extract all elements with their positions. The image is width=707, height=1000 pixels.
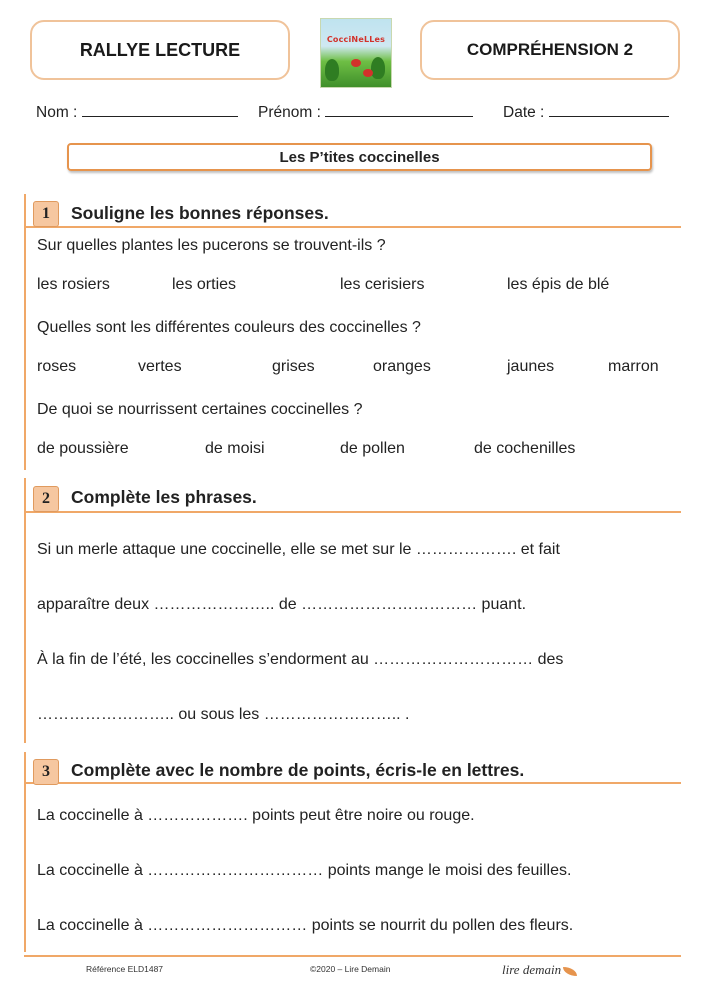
nom-label: Nom : — [36, 104, 78, 121]
question-text: Sur quelles plantes les pucerons se trouvent-ils ? — [37, 237, 386, 254]
book-cover-image — [320, 18, 392, 88]
header-right-label: COMPRÉHENSION 2 — [466, 40, 634, 59]
section-divider — [24, 478, 26, 743]
fill-in-sentence[interactable]: …………………….. ou sous les …………………….. . — [37, 706, 410, 723]
answer-option[interactable]: de cochenilles — [474, 440, 576, 457]
question-text: Quelles sont les différentes couleurs des coccinelles ? — [37, 319, 421, 336]
answer-option[interactable]: roses — [37, 358, 77, 375]
ladybug-icon — [363, 69, 373, 77]
date-label: Date : — [503, 104, 545, 121]
section-rule — [24, 511, 681, 513]
leaf-shape — [371, 57, 385, 79]
fill-in-sentence[interactable]: La coccinelle à …………………………… points mange le moisi des feuilles. — [37, 862, 572, 879]
answer-option[interactable]: de poussière — [37, 440, 129, 457]
section-number-badge: 1 — [33, 201, 59, 227]
prenom-input-line[interactable] — [325, 104, 473, 117]
lire-demain-logo — [502, 962, 577, 978]
answer-option[interactable]: les épis de blé — [507, 276, 610, 293]
answer-option[interactable]: les orties — [172, 276, 237, 293]
section-divider — [24, 194, 26, 470]
footer-rule — [24, 955, 681, 957]
answer-option[interactable]: oranges — [373, 358, 431, 375]
header-rallye-lecture — [30, 20, 290, 80]
section-title: Complète les phrases. — [71, 487, 257, 507]
ladybug-icon — [351, 59, 361, 67]
answer-option[interactable]: les rosiers — [37, 276, 110, 293]
prenom-field[interactable] — [258, 104, 473, 122]
header-comprehension — [420, 20, 680, 80]
answer-option[interactable]: de pollen — [340, 440, 405, 457]
answer-option[interactable]: jaunes — [507, 358, 555, 375]
section-number-badge: 2 — [33, 486, 59, 512]
section-rule — [24, 782, 681, 784]
nom-input-line[interactable] — [82, 104, 238, 117]
answer-option[interactable]: de moisi — [205, 440, 265, 457]
section-rule — [24, 226, 681, 228]
prenom-label: Prénom : — [258, 104, 321, 121]
fill-in-sentence[interactable]: À la fin de l’été, les coccinelles s’endorment au ………………………… des — [37, 651, 564, 668]
section-title: Souligne les bonnes réponses. — [71, 203, 329, 223]
fill-in-sentence[interactable]: La coccinelle à ………………………… points se nourrit du pollen des fleurs. — [37, 917, 574, 934]
footer-reference: Référence ELD1487 — [86, 964, 164, 974]
answer-option[interactable]: grises — [272, 358, 315, 375]
fill-in-sentence[interactable]: apparaître deux ………………….. de …………………………… puant. — [37, 596, 527, 613]
date-input-line[interactable] — [549, 104, 669, 117]
fill-in-sentence[interactable]: La coccinelle à ………………. points peut être noire ou rouge. — [37, 807, 475, 824]
section-title: Complète avec le nombre de points, écris-le en lettres. — [71, 760, 525, 780]
footer-copyright: ©2020 – Lire Demain — [310, 964, 391, 974]
fill-in-sentence[interactable]: Si un merle attaque une coccinelle, elle se met sur le ………………. et fait — [37, 541, 560, 558]
question-text: De quoi se nourrissent certaines coccinelles ? — [37, 401, 363, 418]
nom-field[interactable] — [36, 104, 238, 122]
book-cover-title: CocciNeLLes — [326, 35, 386, 44]
date-field[interactable] — [503, 104, 669, 122]
header-left-label: RALLYE LECTURE — [79, 39, 241, 60]
leaf-shape — [325, 59, 339, 81]
answer-option[interactable]: marron — [608, 358, 659, 375]
book-title-box — [67, 143, 652, 171]
logo-text: lire demain — [502, 962, 562, 977]
answer-option[interactable]: vertes — [138, 358, 182, 375]
answer-option[interactable]: les cerisiers — [340, 276, 425, 293]
book-title: Les P’tites coccinelles — [279, 148, 440, 166]
section-number-badge: 3 — [33, 759, 59, 785]
leaf-icon — [563, 967, 577, 976]
